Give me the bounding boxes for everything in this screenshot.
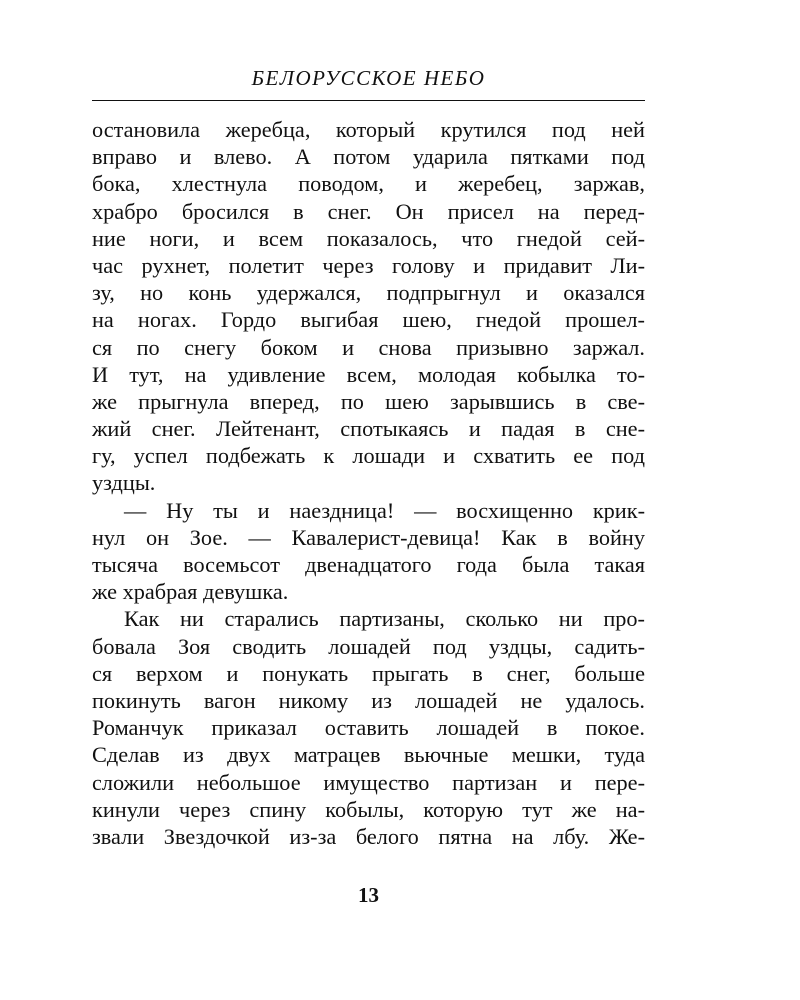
- text-line: бовала Зоя сводить лошадей под уздцы, садить-: [92, 633, 645, 659]
- text-line: Как ни старались партизаны, сколько ни про-: [124, 606, 645, 632]
- text-line: Сделав из двух матрацев вьючные мешки, туда: [92, 742, 645, 768]
- text-line: тысяча восемьсот двенадцатого года была такая: [92, 552, 645, 577]
- text-line: гу, успел подбежать к лошади и схватить ее под: [92, 443, 645, 469]
- body-text: [92, 116, 645, 850]
- text-line: ние ноги, и всем показалось, что гнедой сей-: [92, 225, 645, 251]
- text-line: храбро бросился в снег. Он присел на перед-: [92, 198, 645, 224]
- text-line: И тут, на удивление всем, молодая кобылка то-: [92, 361, 645, 387]
- text-line: же храбрая девушка.: [92, 579, 289, 605]
- text-line: вправо и влево. А потом ударила пятками под: [92, 144, 645, 170]
- text-line: покинуть вагон никому из лошадей не удалось.: [92, 687, 645, 713]
- text-line: Романчук приказал оставить лошадей в покое.: [92, 715, 645, 741]
- text-line: на ногах. Гордо выгибая шею, гнедой прошел-: [92, 307, 645, 333]
- text-line: звали Звездочкой из-за белого пятна на лбу. Же-: [92, 823, 645, 849]
- text-line: кинули через спину кобылы, которую тут же на-: [92, 796, 645, 822]
- text-line: же прыгнула вперед, по шею зарывшись в све-: [92, 388, 645, 414]
- page-number: 13: [358, 883, 379, 907]
- header-divider: [92, 100, 645, 101]
- text-line: ся по снегу боком и снова призывно заржал.: [92, 334, 645, 360]
- text-line: бока, хлестнула поводом, и жеребец, заржав,: [92, 171, 645, 197]
- running-header: БЕЛОРУССКОЕ НЕБО: [251, 66, 486, 90]
- text-line: — Ну ты и наездница! — восхищенно крик-: [124, 497, 645, 523]
- text-line: ся верхом и понукать прыгать в снег, больше: [92, 660, 645, 686]
- text-line: остановила жеребца, который крутился под ней: [92, 117, 645, 142]
- text-line: уздцы.: [92, 470, 156, 496]
- text-line: зу, но конь удержался, подпрыгнул и оказался: [92, 280, 645, 306]
- text-line: жий снег. Лейтенант, спотыкаясь и падая в сне-: [92, 416, 645, 442]
- text-line: нул он Зое. — Кавалерист-девица! Как в войну: [92, 524, 645, 550]
- text-line: сложили небольшое имущество партизан и пере-: [92, 769, 645, 795]
- text-line: час рухнет, полетит через голову и придавит Ли-: [92, 252, 645, 278]
